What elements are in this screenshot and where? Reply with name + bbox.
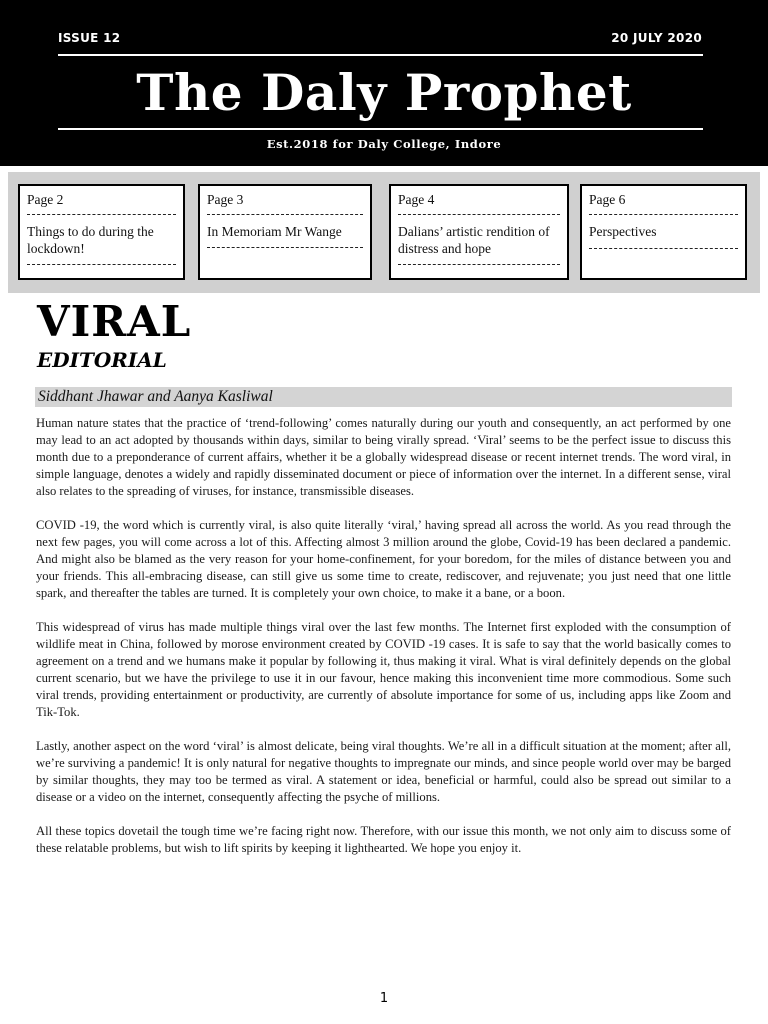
toc-page-label: Page 3 [207, 192, 244, 207]
toc-item-page-4[interactable] [389, 184, 569, 280]
toc-divider [589, 214, 738, 215]
toc-page-label: Page 2 [27, 192, 64, 207]
toc-divider [398, 264, 560, 265]
toc-divider [27, 214, 176, 215]
newspaper-title: The Daly Prophet [136, 63, 632, 122]
toc-item-page-2[interactable] [18, 184, 185, 280]
established-tagline: Est.2018 for Daly College, Indore [266, 137, 502, 151]
masthead-bottom-rule [58, 128, 703, 130]
article-paragraph: Human nature states that the practice of ‘trend-following’ comes naturally during our youth and consequently, an act performed by one may lead to an act adopted by thousands within days, similar to being virally spread. ‘Viral’ seems to be the perfect issue to discuss this month due to a preponderance of current affairs, whether it be a globally widespread disease or recent internet trends. The word viral, in simple language, denotes a widely and rapidly disseminated document or piece of information over the internet. In a different sense, viral also relates to the spreading of viruses, for instance, transmissible diseases. [36, 416, 731, 498]
table-of-contents [8, 172, 760, 293]
article-body [36, 415, 731, 874]
article-byline: Siddhant Jhawar and Aanya Kasliwal [35, 387, 732, 407]
article-section-label: EDITORIAL [37, 348, 167, 372]
toc-divider [27, 264, 176, 265]
toc-divider [398, 214, 560, 215]
article-headline: VIRAL [37, 297, 192, 346]
issue-number: ISSUE 12 [58, 31, 121, 45]
toc-divider [589, 248, 738, 249]
toc-divider [207, 247, 363, 248]
article-paragraph: COVID -19, the word which is currently viral, is also quite literally ‘viral,’ having spread all across the world. As you read through the next few pages, you will come across a lot of this. Affecting almost 3 million around the globe, Covid-19 has been declared a pandemic. And might also be blamed as the very reason for your home-confinement, for your boredom, for the miles of distance between you and your friends. This all-embracing disease, can still give us some time to create, rediscover, and rejuvenate; you just need that one little spark, and thereafter the tables are turned. It is completely your own choice, to make it a bane, or a boon. [36, 518, 731, 600]
masthead [0, 0, 768, 166]
toc-item-title: Things to do during the lockdown! [27, 224, 154, 256]
page-number: 1 [379, 991, 389, 1006]
toc-item-title: Perspectives [589, 224, 657, 239]
issue-date: 20 JULY 2020 [611, 31, 702, 45]
toc-item-page-6[interactable] [580, 184, 747, 280]
toc-item-title: Dalians’ artistic rendition of distress and hope [398, 224, 550, 256]
article-paragraph: This widespread of virus has made multiple things viral over the last few months. The Internet first exploded with the consumption of wildlife meat in China, followed by morose environment created by COVID -19 cases. It is safe to say that the world basically comes to agreement on a trend and we humans make it popular by following it, thus making it viral. What is viral definitely depends on the global current scenario, but we have the privilege to use it in our favour, hence making this inconvenient time more commodious. Some such viral trends, providing entertainment or productivity, are currently of absolute importance for some of us, including apps like Zoom and Tik-Tok. [36, 620, 731, 719]
masthead-top-rule [58, 54, 703, 56]
toc-page-label: Page 6 [589, 192, 626, 207]
article-paragraph: All these topics dovetail the tough time we’re facing right now. Therefore, with our issue this month, we not only aim to discuss some of these relatable problems, but wish to lift spirits by keeping it lighthearted. We hope you enjoy it. [36, 824, 731, 855]
toc-divider [207, 214, 363, 215]
article-paragraph: Lastly, another aspect on the word ‘viral’ is almost delicate, being viral thoughts. We’re all in a difficult situation at the moment; after all, we’re surviving a pandemic! It is only natural for negative thoughts to impregnate our minds, and since people world over may be barged by similar thoughts, they may too be termed as viral. A statement or idea, beneficial or harmful, could also be spread out similar to a disease or a video on the internet, consequently affecting the psyche of millions. [36, 739, 731, 804]
toc-item-page-3[interactable] [198, 184, 372, 280]
toc-item-title: In Memoriam Mr Wange [207, 224, 342, 239]
toc-page-label: Page 4 [398, 192, 435, 207]
